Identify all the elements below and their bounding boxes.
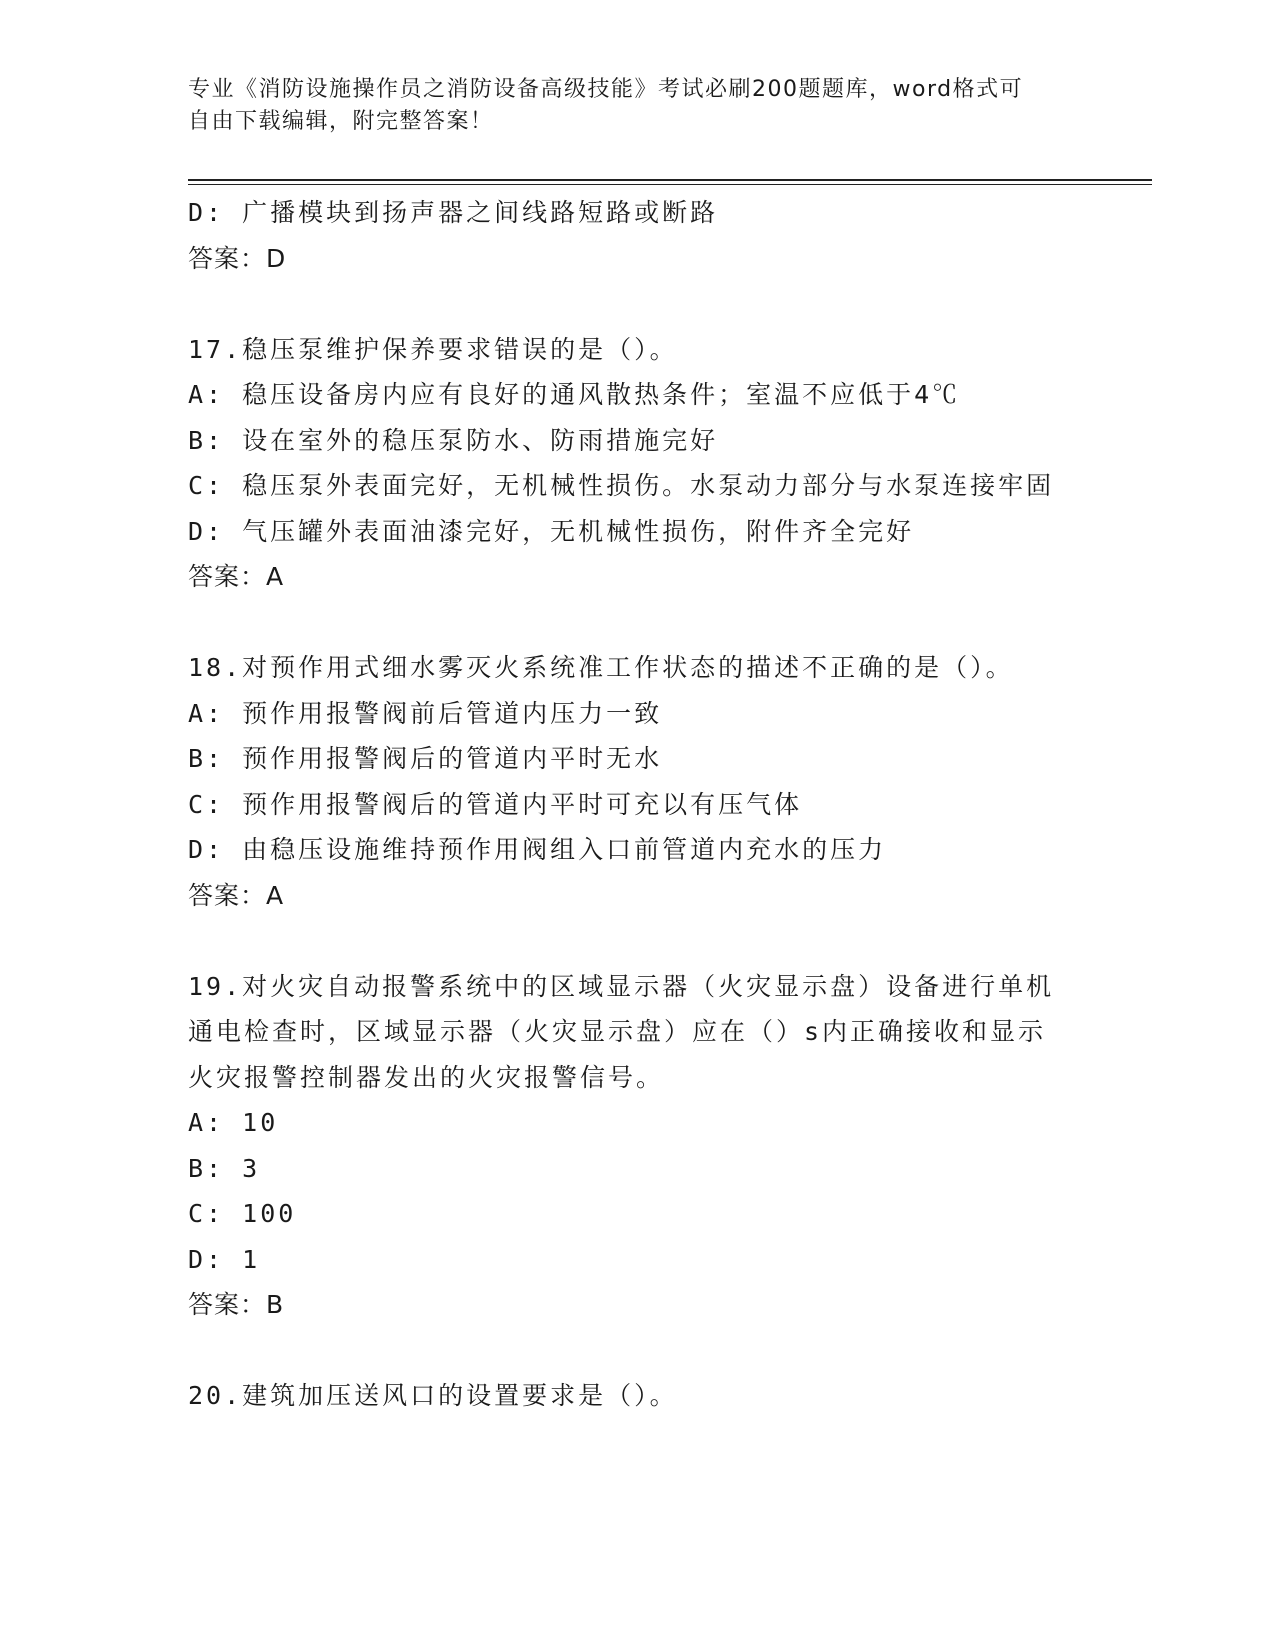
header-rule-thick (188, 179, 1152, 181)
carry-over-option-d: D: 广播模块到扬声器之间线路短路或断路 (188, 198, 719, 227)
answer: 答案：A (188, 562, 285, 591)
option-b: B: 预作用报警阀后的管道内平时无水 (188, 744, 663, 773)
question-stem: 20.建筑加压送风口的设置要求是（）。 (188, 1381, 678, 1410)
option-a: A: 10 (188, 1108, 279, 1137)
question-19 (188, 964, 1088, 1328)
option-a: A: 稳压设备房内应有良好的通风散热条件；室温不应低于4℃ (188, 380, 961, 409)
option-c: C: 100 (188, 1199, 297, 1228)
option-b: B: 设在室外的稳压泵防水、防雨措施完好 (188, 425, 719, 455)
answer: 答案：B (188, 1290, 285, 1319)
document-body (188, 190, 1088, 1419)
answer: 答案：A (188, 880, 285, 910)
header-rule-thin (188, 184, 1152, 185)
spacer (188, 600, 1088, 646)
question-17 (188, 327, 1088, 600)
carry-over-answer: 答案：D (188, 243, 287, 273)
question-20 (188, 1373, 1088, 1419)
spacer (188, 918, 1088, 964)
spacer (188, 281, 1088, 327)
option-c: C: 稳压泵外表面完好，无机械性损伤。水泵动力部分与水泵连接牢固 (188, 471, 1055, 500)
option-d: D: 气压罐外表面油漆完好，无机械性损伤，附件齐全完好 (188, 516, 915, 546)
option-c: C: 预作用报警阀后的管道内平时可充以有压气体 (188, 789, 803, 819)
question-stem: 17.稳压泵维护保养要求错误的是（）。 (188, 334, 678, 364)
spacer (188, 1328, 1088, 1374)
question-stem-line-3: 火灾报警控制器发出的火灾报警信号。 (188, 1062, 665, 1092)
question-stem-line-1: 19.对火灾自动报警系统中的区域显示器（火灾显示盘）设备进行单机 (188, 971, 1055, 1001)
question-stem: 18.对预作用式细水雾灭火系统准工作状态的描述不正确的是（）。 (188, 653, 1014, 682)
question-18 (188, 645, 1088, 918)
option-d: D: 1 (188, 1244, 261, 1274)
header-line-1: 专业《消防设施操作员之消防设备高级技能》考试必刷200题题库，word格式可 (188, 77, 1024, 102)
option-a: A: 预作用报警阀前后管道内压力一致 (188, 698, 663, 728)
question-stem-line-2: 通电检查时，区域显示器（火灾显示盘）应在（）s内正确接收和显示 (188, 1017, 1047, 1046)
option-d: D: 由稳压设施维持预作用阀组入口前管道内充水的压力 (188, 835, 887, 864)
option-b: B: 3 (188, 1153, 261, 1183)
document-header (188, 74, 1088, 138)
header-line-2: 自由下载编辑，附完整答案！ (188, 109, 494, 134)
